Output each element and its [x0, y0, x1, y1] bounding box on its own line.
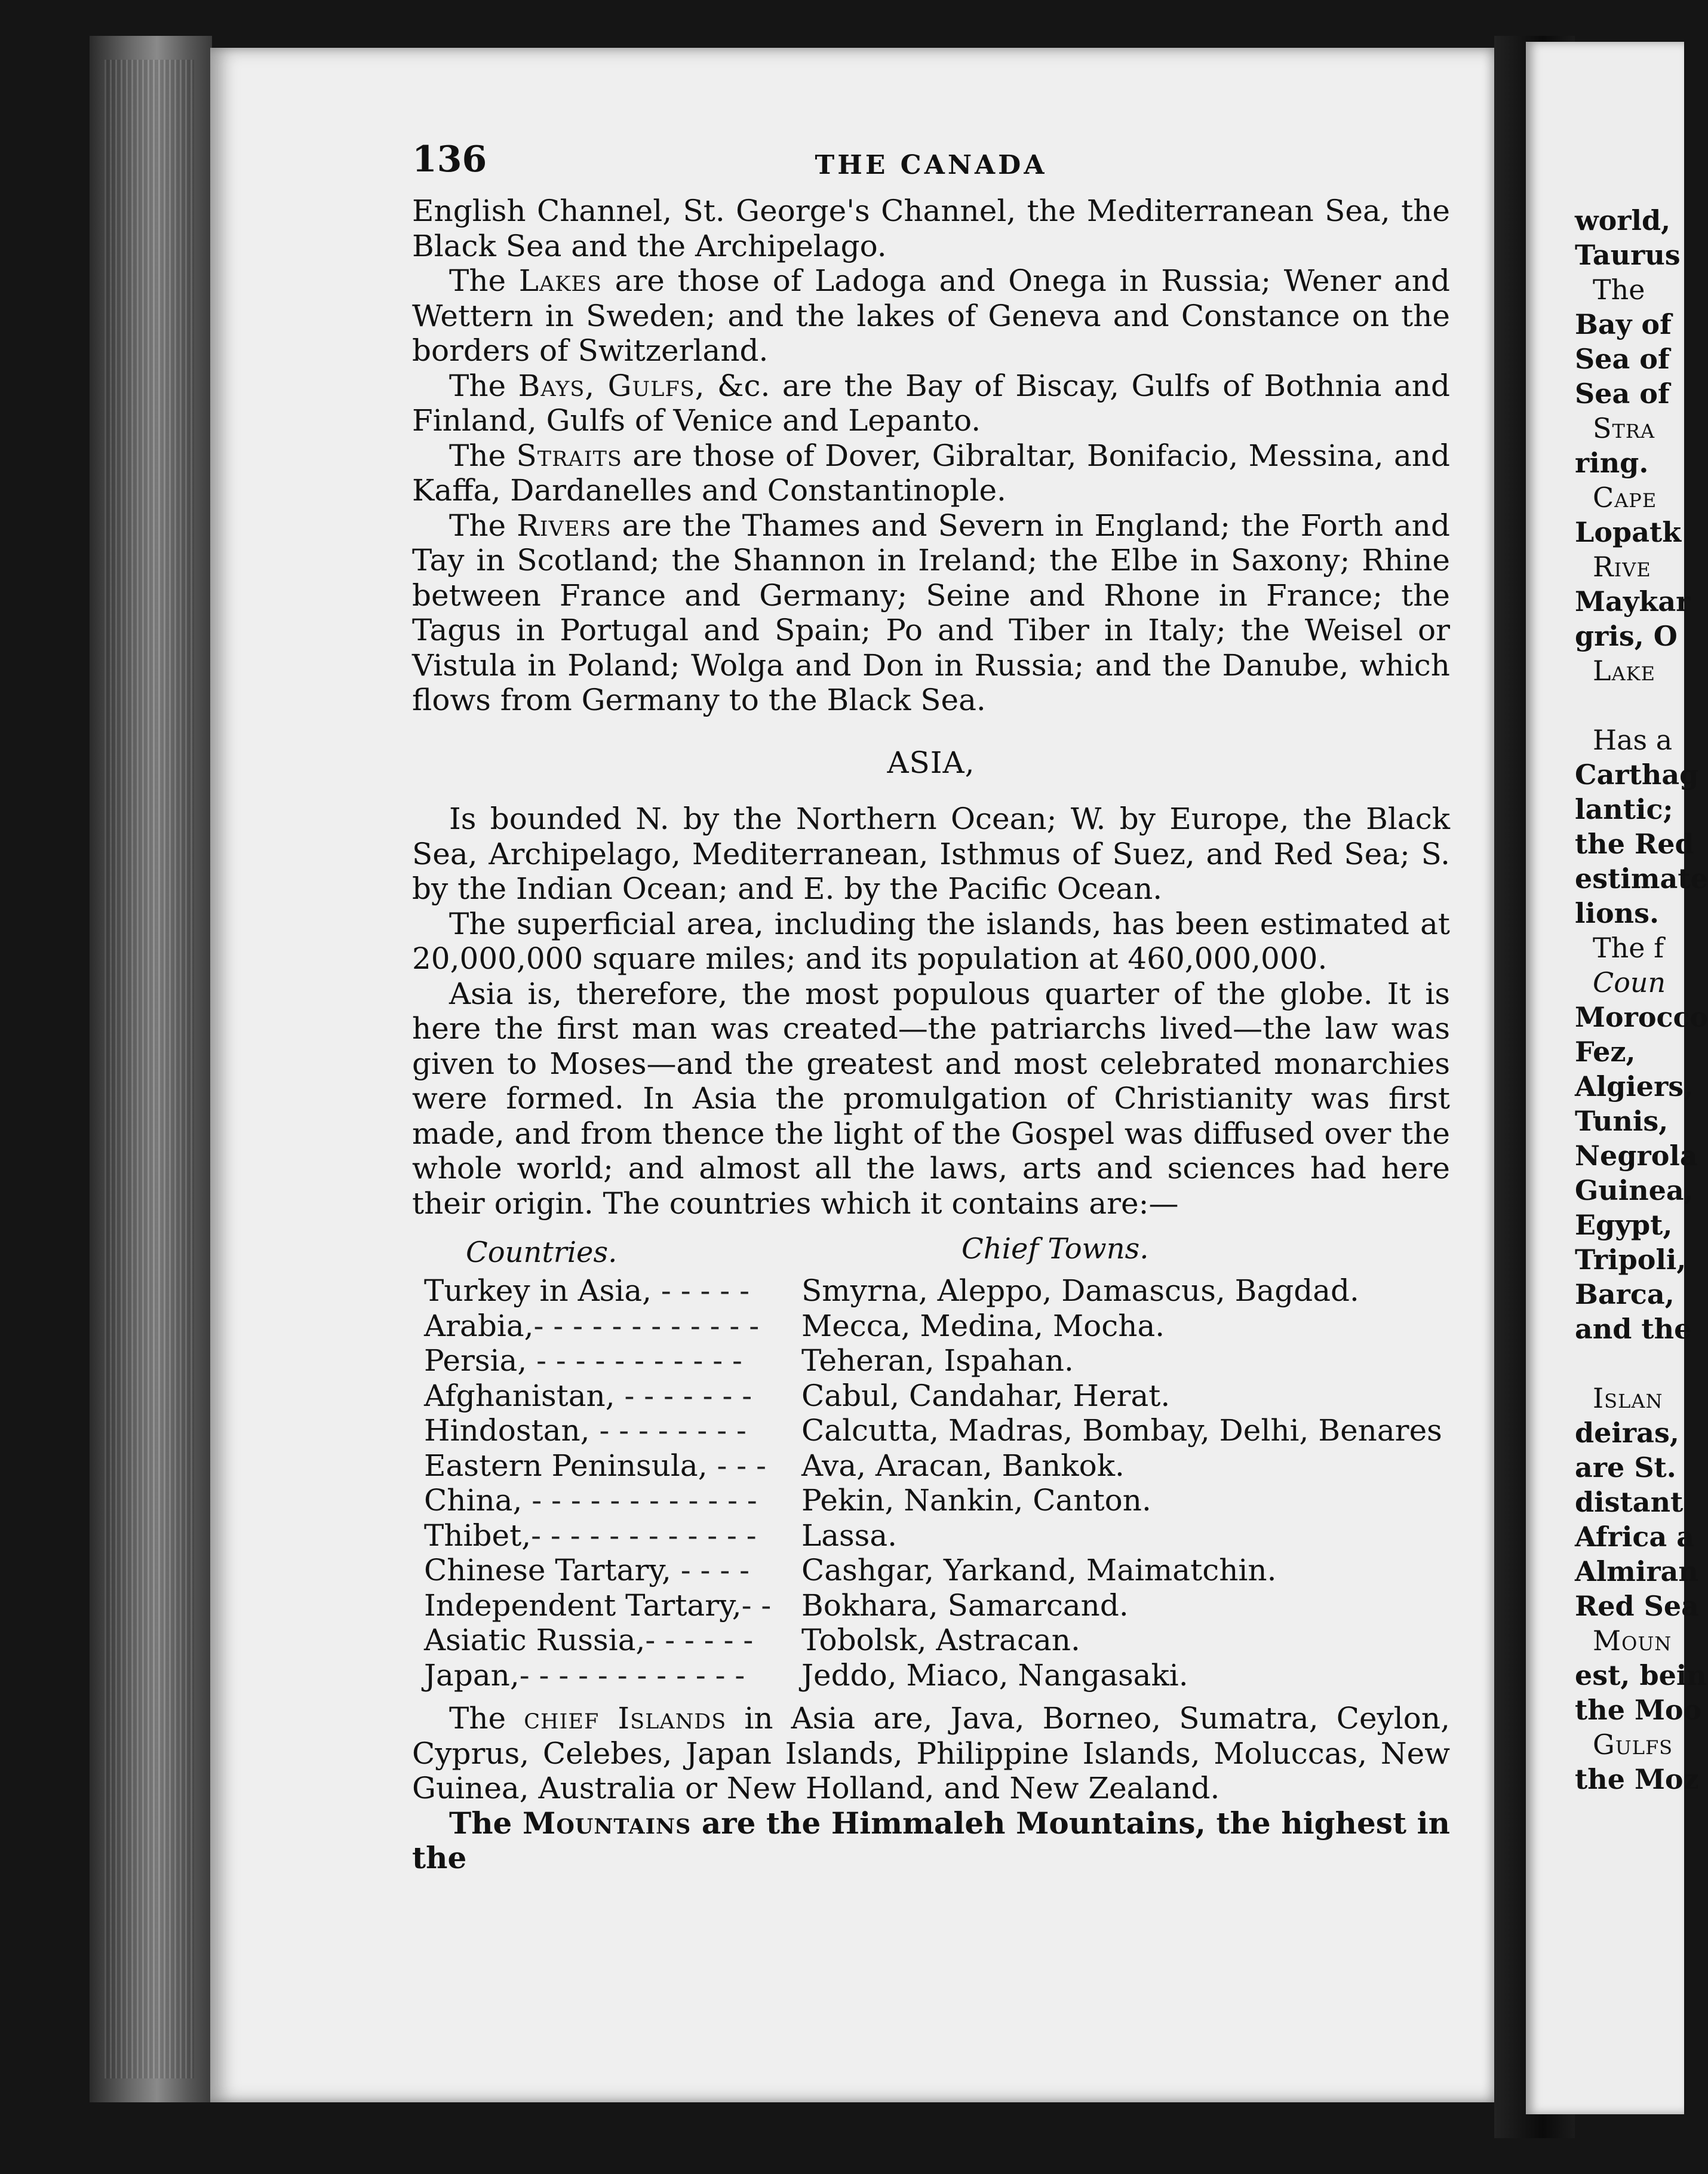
country-name: Chinese Tartary, - - - -	[424, 1553, 750, 1587]
country-name: Asiatic Russia,- - - - - -	[424, 1623, 754, 1657]
mountains-label: Mountains	[522, 1805, 692, 1841]
dot-leader: - - - - - - - - - - - -	[522, 1483, 757, 1518]
country-name: China, - - - - - - - - - - - -	[424, 1483, 757, 1518]
right-page-line: Red Sea	[1575, 1590, 1699, 1622]
right-page-line: Islan	[1593, 1382, 1663, 1414]
rivers-paragraph: The Rivers are the Thames and Severn in England; the Forth and Tay in Scotland; the Shannon in Ireland; the Elbe in Saxony; Rhine between France and Germany; Seine and Rhone in France; the Tagus in Portugal and Spain; Po and Tiber in Italy; the Weisel or Vistula in Poland; Wolga and Don in Russia; and the Danube, which flows from Germany to the Black Sea.	[412, 508, 1450, 717]
right-page-line: Fez,	[1575, 1036, 1636, 1068]
islands-paragraph: The chief Islands in Asia are, Java, Borneo, Sumatra, Ceylon, Cyprus, Celebes, Japan Islands, Philippine Islands, Moluccas, New Guinea, Australia or New Holland, and New Zealand.	[412, 1701, 1450, 1805]
country-name: Turkey in Asia, - - - - -	[424, 1273, 749, 1308]
right-page-line: Bay of	[1575, 308, 1672, 340]
table-row	[412, 1448, 1450, 1484]
chief-towns: Jeddo, Miaco, Nangasaki.	[801, 1657, 1188, 1693]
right-page-line: The f	[1593, 932, 1664, 964]
table-row	[412, 1553, 1450, 1588]
table-row	[412, 1483, 1450, 1518]
page-text	[412, 139, 1451, 1876]
country-name: Arabia,- - - - - - - - - - - -	[424, 1308, 760, 1343]
chief-towns: Smyrna, Aleppo, Damascus, Bagdad.	[801, 1273, 1359, 1308]
chief-towns: Bokhara, Samarcand.	[801, 1587, 1129, 1623]
dot-leader: - - - - - -	[645, 1623, 754, 1657]
dot-leader: - - - -	[671, 1553, 750, 1587]
table-row	[412, 1273, 1450, 1309]
table-row	[412, 1413, 1450, 1448]
right-page-line: Carthag	[1575, 759, 1699, 791]
chief-towns: Mecca, Medina, Mocha.	[801, 1308, 1165, 1343]
right-page-line: distant	[1575, 1486, 1684, 1518]
right-page-fragment	[1526, 42, 1708, 2114]
right-page-line: Guinea,	[1575, 1174, 1694, 1206]
dot-leader: - -	[741, 1587, 772, 1623]
right-page-line: the Red	[1575, 828, 1694, 860]
right-page-line: Barca,	[1575, 1278, 1675, 1310]
asia-history-paragraph: Asia is, therefore, the most populous quarter of the globe. It is here the first man was created—the patriarchs lived—the law was given to Moses—and the greatest and most celebrated monarchies were formed. In Asia the promulgation of Christianity was first made, and from thence the light of the Gospel was diffused over the whole world; and almost all the laws, arts and sciences had here their origin. The countries which it contains are:—	[412, 976, 1450, 1221]
dot-leader: - - - - - - - -	[589, 1413, 747, 1448]
table-row	[412, 1343, 1450, 1378]
right-page-line: Lake	[1593, 655, 1655, 687]
dot-leader: - - - - - - - - - - -	[527, 1343, 742, 1378]
countries-table	[412, 1273, 1450, 1693]
right-page-line: Stra	[1593, 412, 1655, 444]
lakes-paragraph: The Lakes are those of Ladoga and Onega in Russia; Wener and Wettern in Sweden; and the lakes of Geneva and Constance on the borders of Switzerland.	[412, 263, 1450, 368]
straits-paragraph: The Straits are those of Dover, Gibraltar, Bonifacio, Messina, and Kaffa, Dardanelles and Constantinople.	[412, 438, 1450, 508]
mountains-paragraph: The Mountains are the Himmaleh Mountains, the highest in the	[412, 1805, 1451, 1875]
right-page-line: and the	[1575, 1313, 1692, 1345]
running-title: THE CANADA	[815, 150, 1047, 180]
table-row	[412, 1588, 1450, 1623]
right-page-line: est, bein	[1575, 1659, 1707, 1691]
countries-column-header: Countries.	[466, 1236, 618, 1269]
countries-table-header	[412, 1232, 1450, 1273]
right-page-line: world,	[1575, 204, 1671, 237]
right-page-line: Sea of	[1575, 343, 1670, 375]
table-row	[412, 1309, 1450, 1344]
right-page-line: Gulfs	[1593, 1728, 1673, 1761]
table-row	[412, 1518, 1450, 1553]
dot-leader: - - - - - - - - - - - -	[519, 1657, 745, 1693]
dot-leader: - - - - - - - - - - - -	[531, 1518, 757, 1553]
right-page-line: Coun	[1593, 966, 1666, 999]
right-page-line: Egypt,	[1575, 1209, 1673, 1241]
country-name: Independent Tartary,- -	[424, 1587, 772, 1623]
country-name: Thibet,- - - - - - - - - - - -	[424, 1518, 757, 1553]
table-row	[412, 1623, 1450, 1658]
right-page-line: the Moz	[1575, 1763, 1699, 1795]
europe-seas-continuation: English Channel, St. George's Channel, the Mediterranean Sea, the Black Sea and the Archipelago.	[412, 194, 1450, 263]
dot-leader: - - -	[707, 1448, 766, 1483]
right-page-line: Cape	[1593, 481, 1657, 514]
bays-label: Bays, Gulfs,	[518, 368, 705, 403]
right-page-line: are St.	[1575, 1451, 1676, 1484]
table-row	[412, 1658, 1450, 1693]
right-page-line: lions.	[1575, 897, 1659, 929]
right-page-line: Algiers,	[1575, 1070, 1694, 1103]
chief-towns: Cabul, Candahar, Herat.	[801, 1378, 1171, 1413]
right-page-line: Morocco	[1575, 1001, 1708, 1033]
dot-leader: - - - - - - - - - - - -	[533, 1308, 760, 1343]
chief-towns: Cashgar, Yarkand, Maimatchin.	[801, 1553, 1277, 1587]
right-page-line: The	[1593, 274, 1645, 306]
right-page-line: Taurus	[1575, 239, 1681, 271]
chief-towns: Ava, Aracan, Bankok.	[801, 1448, 1125, 1483]
chief-towns: Calcutta, Madras, Bombay, Delhi, Benares	[801, 1413, 1442, 1448]
page-header	[412, 139, 1450, 194]
country-name: Eastern Peninsula, - - -	[424, 1448, 766, 1483]
right-page-line: Tripoli,	[1575, 1243, 1687, 1276]
right-page-line: Lopatk	[1575, 516, 1682, 548]
right-page-line: Africa a	[1575, 1521, 1695, 1553]
asia-boundaries-paragraph: Is bounded N. by the Northern Ocean; W. by Europe, the Black Sea, Archipelago, Mediterranean, Isthmus of Suez, and Red Sea; S. by the Indian Ocean; and E. by the Pacific Ocean.	[412, 802, 1450, 906]
right-page-line: deiras,	[1575, 1417, 1679, 1449]
right-page-line: Almiran	[1575, 1555, 1698, 1587]
straits-label: Straits	[516, 438, 622, 473]
right-page-line: lantic;	[1575, 793, 1673, 825]
right-page-line: gris, O	[1575, 620, 1678, 652]
page-number: 136	[412, 139, 487, 180]
right-page-line: ring.	[1575, 447, 1649, 479]
chief-towns: Teheran, Ispahan.	[801, 1343, 1074, 1378]
right-page-line: Sea of	[1575, 377, 1670, 410]
right-page-line: Rive	[1593, 551, 1651, 583]
bays-paragraph: The Bays, Gulfs, &c. are the Bay of Biscay, Gulfs of Bothnia and Finland, Gulfs of Venice and Lepanto.	[412, 368, 1450, 438]
country-name: Japan,- - - - - - - - - - - -	[424, 1657, 745, 1693]
table-row	[412, 1378, 1450, 1414]
section-heading-asia: ASIA,	[887, 745, 975, 780]
country-name: Hindostan, - - - - - - - -	[424, 1413, 747, 1448]
right-page-line: Has a	[1593, 724, 1673, 756]
rivers-label: Rivers	[517, 508, 612, 543]
chief-towns-column-header: Chief Towns.	[961, 1232, 1149, 1266]
right-page-line: Negrola	[1575, 1140, 1698, 1172]
dot-leader: - - - - -	[652, 1273, 749, 1308]
chief-towns: Tobolsk, Astracan.	[801, 1623, 1080, 1657]
right-page-line: Maykar	[1575, 585, 1691, 618]
right-page-line: the Moo	[1575, 1694, 1702, 1726]
right-page-line: Moun	[1593, 1625, 1672, 1657]
right-page-line: estimate	[1575, 862, 1708, 895]
chief-towns: Pekin, Nankin, Canton.	[801, 1483, 1151, 1518]
dot-leader: - - - - - - -	[615, 1378, 752, 1413]
chief-towns: Lassa.	[801, 1518, 898, 1553]
country-name: Afghanistan, - - - - - - -	[424, 1378, 752, 1413]
right-page-line: Tunis,	[1575, 1105, 1669, 1137]
page-edges	[105, 60, 194, 2078]
asia-area-paragraph: The superficial area, including the islands, has been estimated at 20,000,000 square miles; and its population at 460,000,000.	[412, 906, 1450, 976]
islands-label: chief Islands	[524, 1701, 727, 1736]
country-name: Persia, - - - - - - - - - - -	[424, 1343, 742, 1378]
lakes-label: Lakes	[518, 263, 602, 298]
